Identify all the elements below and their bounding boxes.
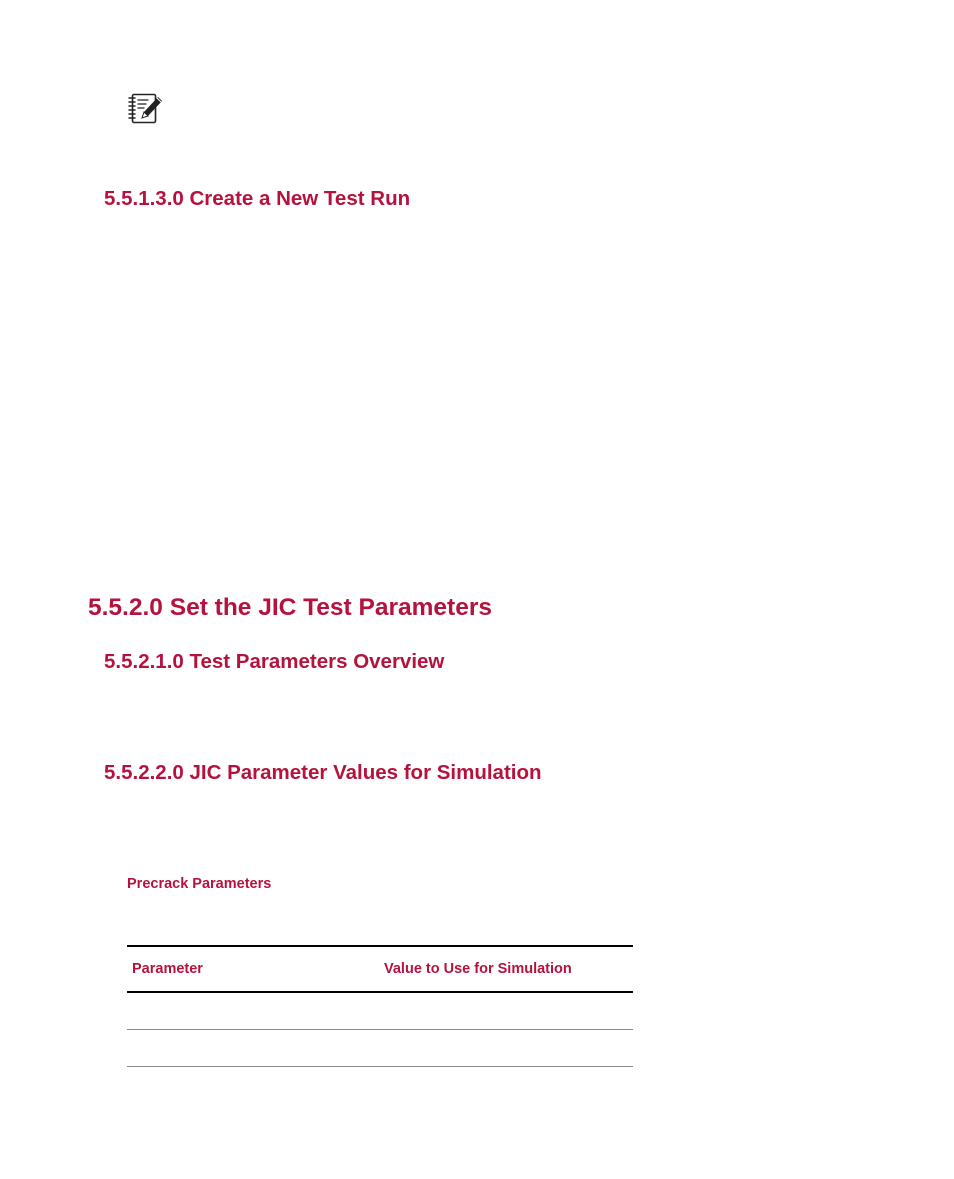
column-header-value: Value to Use for Simulation bbox=[384, 961, 572, 977]
table-header-row bbox=[127, 945, 633, 993]
note-pencil-icon bbox=[127, 91, 165, 127]
heading-create-test-run: 5.5.1.3.0 Create a New Test Run bbox=[104, 187, 411, 210]
table-caption: Precrack Parameters bbox=[127, 876, 272, 892]
heading-test-parameters-overview: 5.5.2.1.0 Test Parameters Overview bbox=[104, 650, 445, 673]
heading-jic-parameter-values: 5.5.2.2.0 JIC Parameter Values for Simulation bbox=[104, 761, 542, 784]
precrack-parameters-table bbox=[127, 945, 633, 1067]
table-row bbox=[127, 993, 633, 1030]
heading-set-jic-parameters: 5.5.2.0 Set the JIC Test Parameters bbox=[88, 594, 492, 621]
column-header-parameter: Parameter bbox=[132, 961, 203, 977]
table-row bbox=[127, 1030, 633, 1067]
